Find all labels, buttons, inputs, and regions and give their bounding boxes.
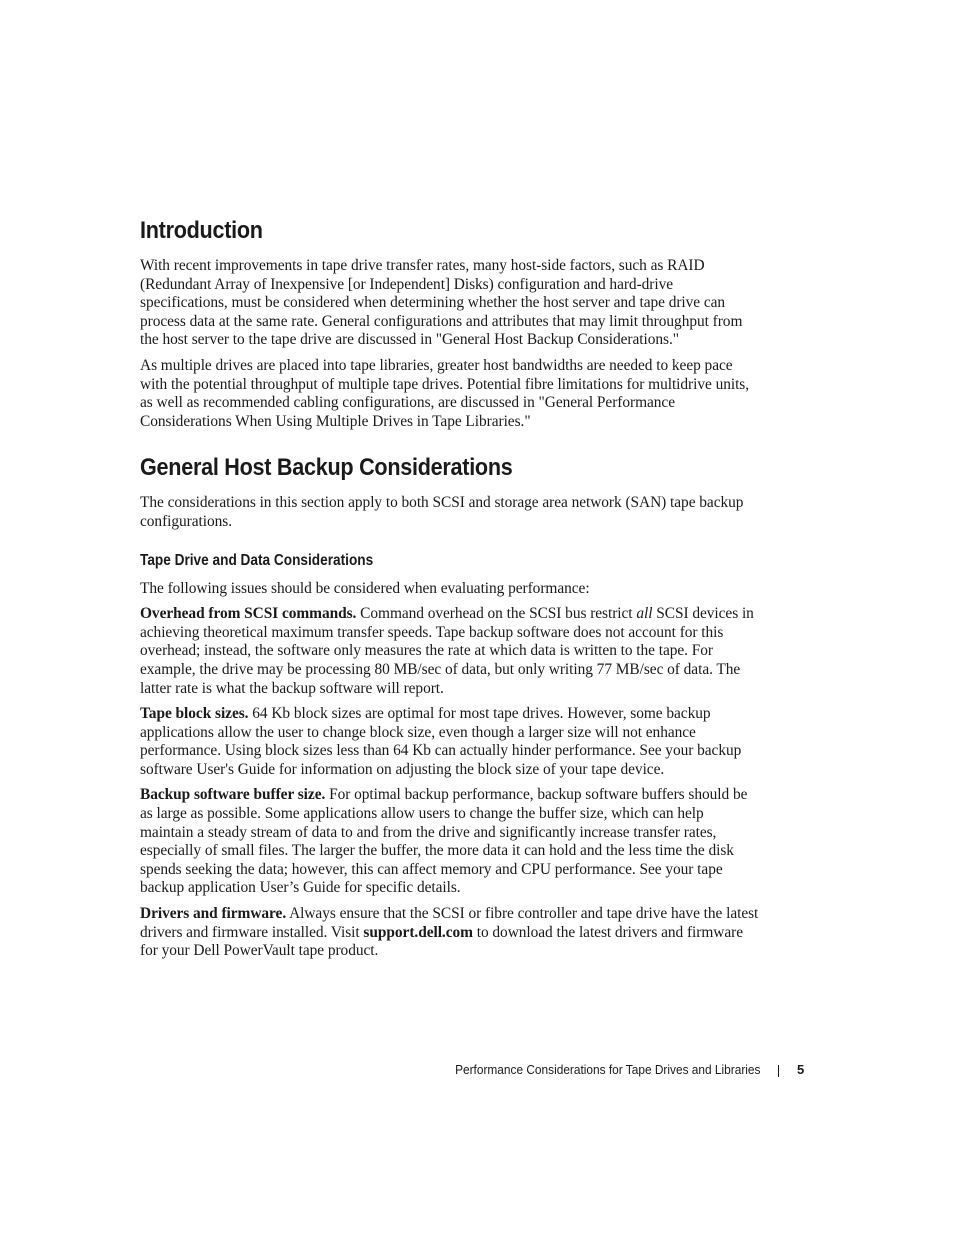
tape-drive-heading: Tape Drive and Data Considerations: [140, 551, 374, 569]
buffer-size-text: For optimal backup performance, backup software buffers should be as large as possible. Some applications allow users to change the buffer size, which can help maintain a steady stream of data to and from the drive and significantly increase transfer rates, especially of small files. The larger the buffer, the more data it can hold and the less time the disk spends seeking the data; however, this can affect memory and CPU performance. See your tape backup application User’s Guide for specific details.: [140, 786, 748, 897]
buffer-size-term: Backup software buffer size.: [140, 786, 326, 804]
overhead-text-before: Command overhead on the SCSI bus restrict: [356, 605, 637, 623]
general-host-heading: General Host Backup Considerations: [140, 454, 513, 482]
footer-separator: [778, 1065, 779, 1077]
page-number: 5: [797, 1062, 805, 1077]
tape-drive-intro: The following issues should be considered when evaluating performance:: [140, 579, 590, 597]
block-sizes-paragraph: [140, 705, 760, 779]
overhead-paragraph: [140, 605, 760, 698]
block-sizes-term: Tape block sizes.: [140, 705, 249, 723]
page-body: [140, 214, 760, 961]
buffer-size-paragraph: [140, 786, 760, 898]
overhead-text-after: SCSI devices in achieving theoretical maximum transfer speeds. Tape backup software does not account for this overhead; instead, the software only measures the rate at which data is written to the tape. For example, the drive may be processing 80 MB/sec of data, but only writing 77 MB/sec of data. The latter rate is what the backup software will report.: [140, 605, 754, 697]
drivers-text-before: Always ensure that the SCSI or fibre controller and tape drive have the latest drivers and firmware installed. Visit: [140, 905, 759, 941]
support-link[interactable]: support.dell.com: [363, 923, 473, 941]
overhead-term: Overhead from SCSI commands.: [140, 605, 357, 623]
drivers-paragraph: [140, 905, 760, 961]
introduction-paragraph-1: With recent improvements in tape drive transfer rates, many host-side factors, such as RAID (Redundant Array of Inexpensive [or Independent] Disks) configuration and hard-drive specifications, must be considered when determining whether the host server and tape drive can process data at the same rate. General configurations and attributes that may limit throughput from the host server to the tape drive are discussed in "General Host Backup Considerations.": [140, 257, 743, 349]
general-host-paragraph: The considerations in this section apply to both SCSI and storage area network (SAN) tape backup configurations.: [140, 494, 744, 530]
introduction-paragraph-2: As multiple drives are placed into tape libraries, greater host bandwidths are needed to keep pace with the potential throughput of multiple tape drives. Potential fibre limitations for multidrive units, as well as recommended cabling configurations, are discussed in "General Performance Considerations When Using Multiple Drives in Tape Libraries.": [140, 356, 750, 430]
overhead-emphasis: all: [636, 605, 653, 623]
drivers-text-after: to download the latest drivers and firmware for your Dell PowerVault tape product.: [140, 923, 743, 960]
introduction-heading: Introduction: [140, 217, 263, 244]
block-sizes-text: 64 Kb block sizes are optimal for most tape drives. However, some backup applications allow the user to change block size, even though a larger size will not enhance performance. Using block sizes less than 64 Kb can actually hinder performance. See your backup software User's Guide for information on adjusting the block size of your tape device.: [140, 705, 742, 778]
page-footer: [0, 1060, 954, 1080]
footer-title: Performance Considerations for Tape Drives and Libraries: [454, 1063, 760, 1077]
drivers-term: Drivers and firmware.: [140, 905, 287, 923]
